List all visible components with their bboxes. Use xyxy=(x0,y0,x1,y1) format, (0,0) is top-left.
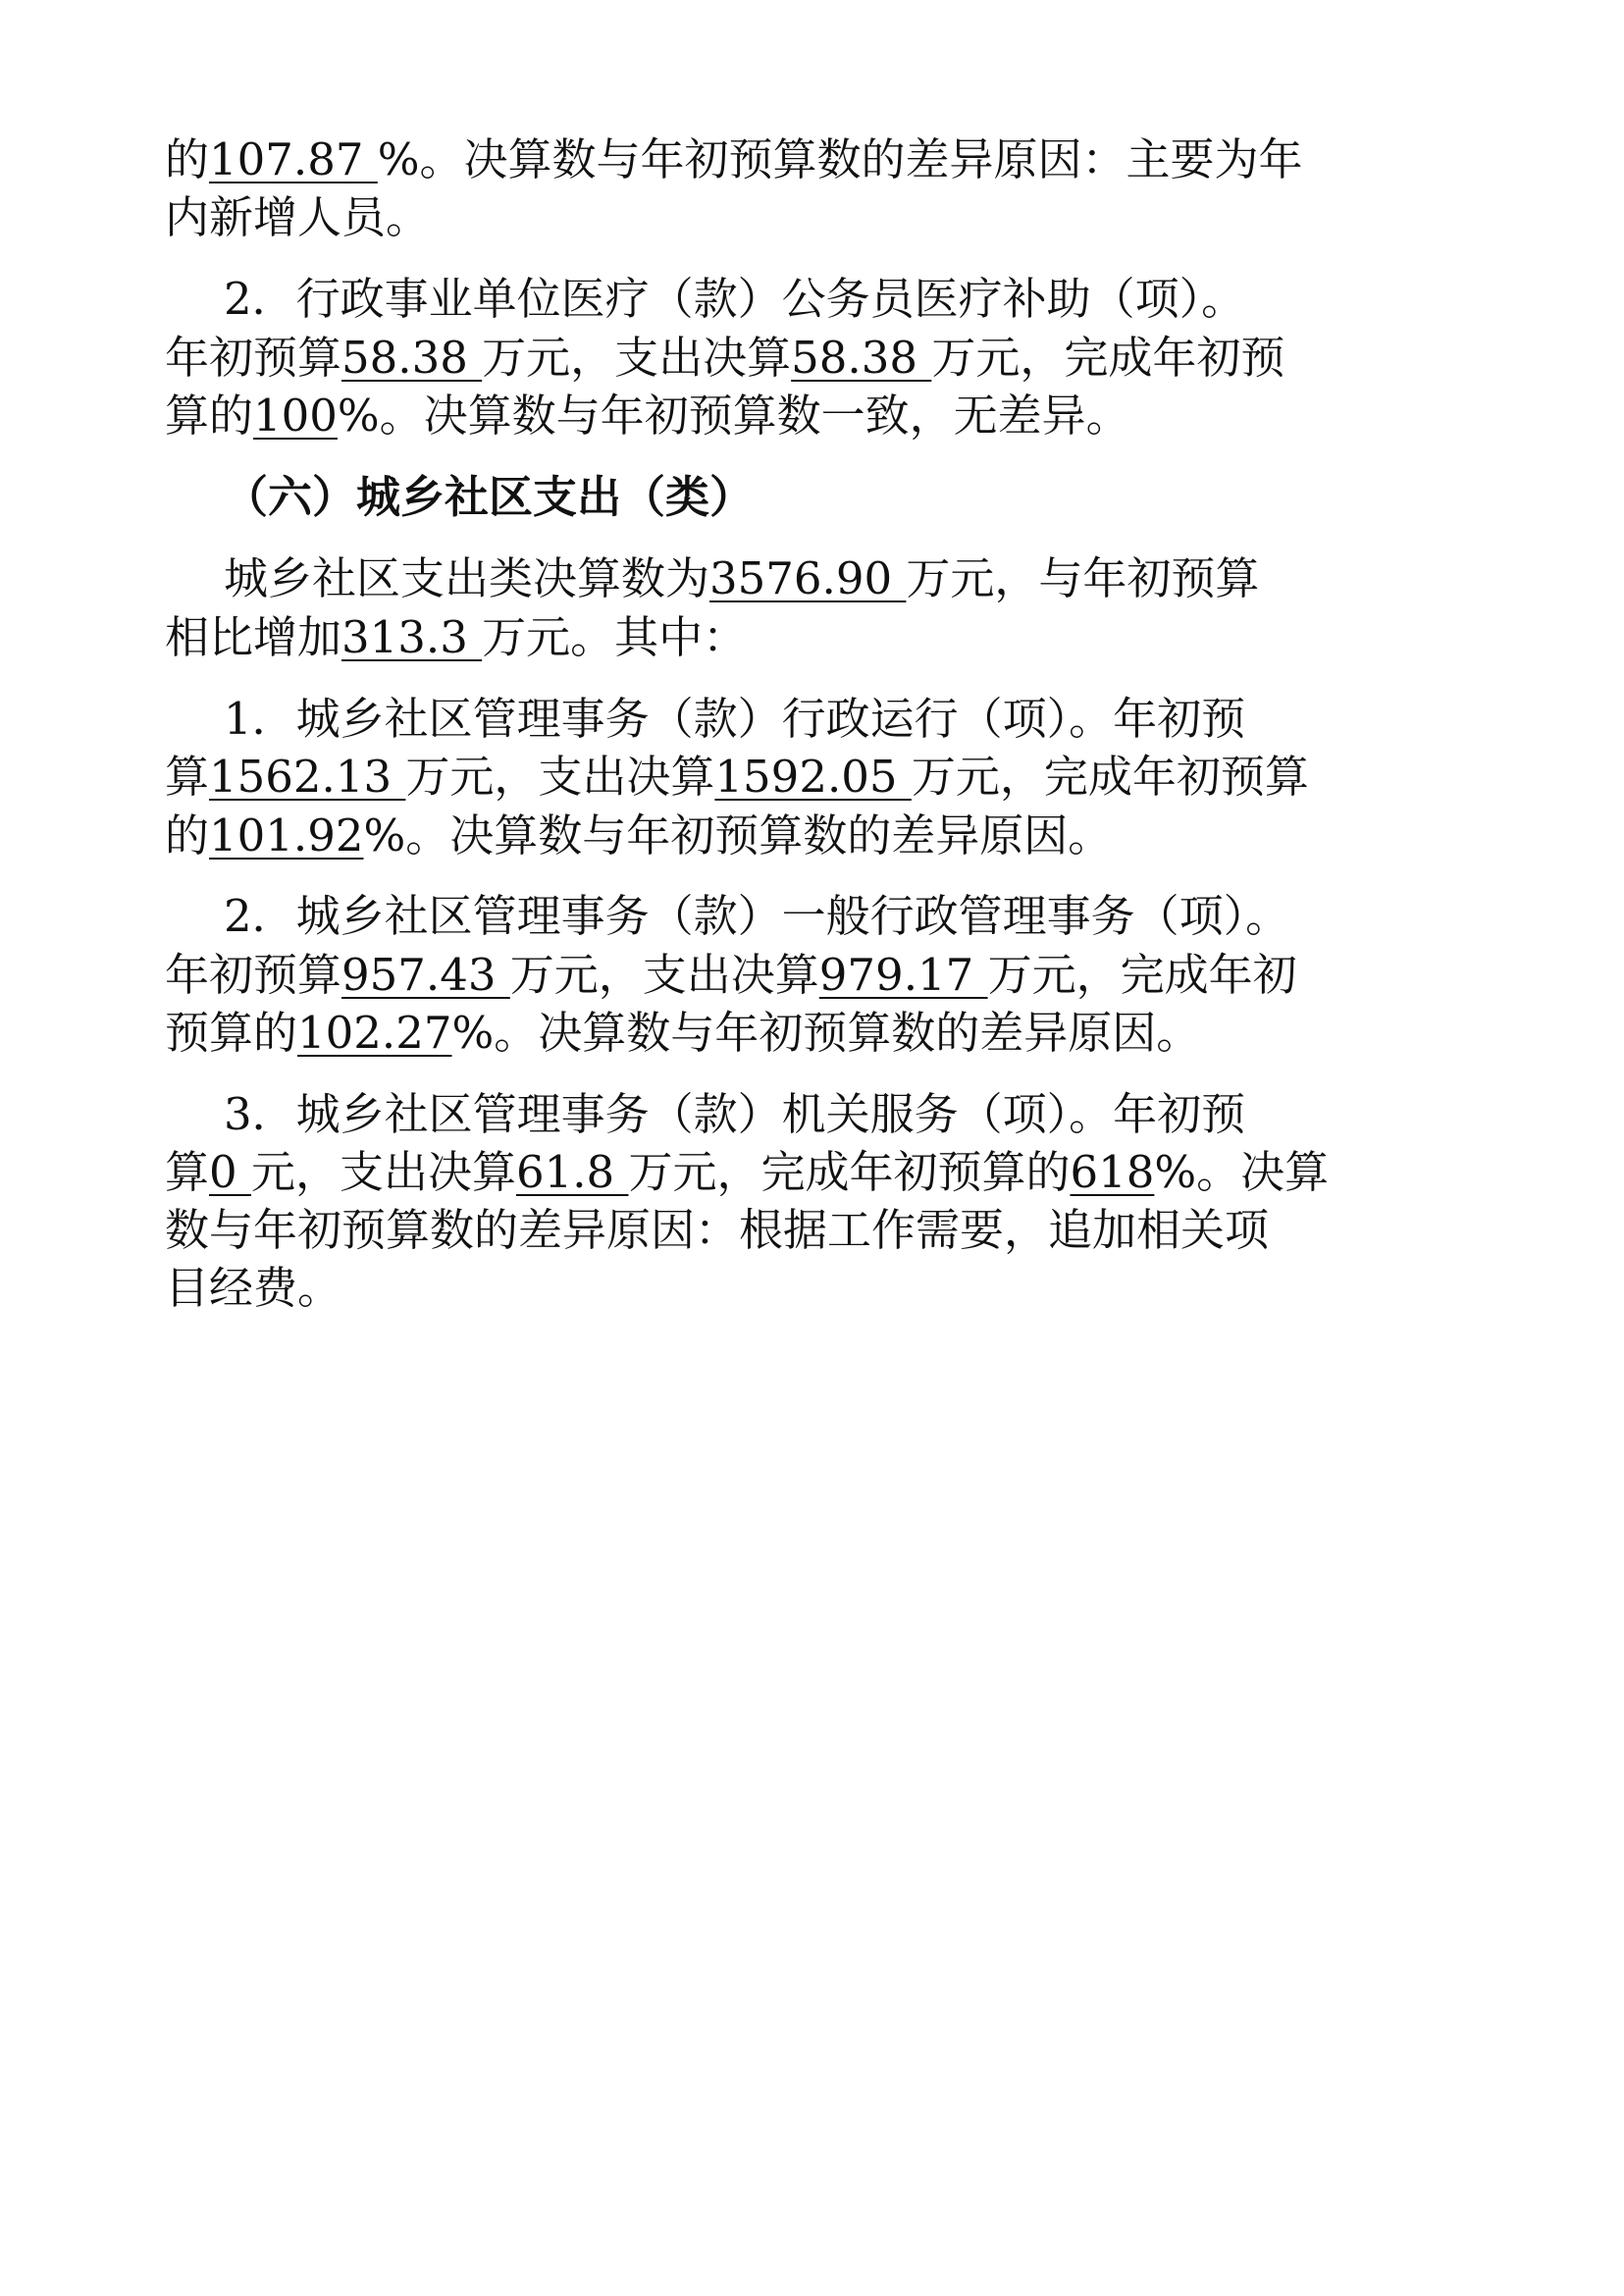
underlined-value: 618 xyxy=(1070,1146,1155,1198)
underlined-value: 0 xyxy=(209,1146,251,1198)
underlined-value: 102.27 xyxy=(297,1007,452,1059)
underlined-value: 58.38 xyxy=(341,332,483,384)
text-line: 年初预算957.43 万元，支出决算979.17 万元，完成年初 xyxy=(165,949,1297,1001)
underlined-value: 100 xyxy=(253,390,338,442)
text-line: 目经费。 xyxy=(165,1262,342,1314)
underlined-value: 101.92 xyxy=(209,809,364,861)
underlined-value: 1592.05 xyxy=(714,751,912,803)
text-line: 内新增人员。 xyxy=(165,191,431,243)
underlined-value: 61.8 xyxy=(515,1146,629,1198)
text-line: 相比增加313.3 万元。其中： xyxy=(165,611,748,663)
text-line: 1．城乡社区管理事务（款）行政运行（项）。年初预 xyxy=(224,693,1246,745)
text-line: 2．行政事业单位医疗（款）公务员医疗补助（项）。 xyxy=(224,273,1246,325)
section-heading: （六）城乡社区支出（类） xyxy=(224,471,755,523)
underlined-value: 313.3 xyxy=(341,611,483,663)
text-line: 2．城乡社区管理事务（款）一般行政管理事务（项）。 xyxy=(224,890,1290,942)
text-line: 3．城乡社区管理事务（款）机关服务（项）。年初预 xyxy=(224,1088,1246,1140)
text-line: 算的100%。决算数与年初预算数一致，无差异。 xyxy=(165,390,1130,442)
text-line: 数与年初预算数的差异原因：根据工作需要，追加相关项 xyxy=(165,1204,1270,1256)
underlined-value: 1562.13 xyxy=(209,751,406,803)
underlined-value: 979.17 xyxy=(818,949,988,1001)
underlined-value: 957.43 xyxy=(341,949,510,1001)
text-line: 的101.92%。决算数与年初预算数的差异原因。 xyxy=(165,809,1113,861)
text-line: 算1562.13 万元，支出决算1592.05 万元，完成年初预算 xyxy=(165,751,1309,803)
text-line: 算0 元，支出决算61.8 万元，完成年初预算的618%。决算 xyxy=(165,1146,1330,1198)
text-line: 的107.87 %。决算数与年初预算数的差异原因：主要为年 xyxy=(165,133,1303,185)
text-line: 年初预算58.38 万元，支出决算58.38 万元，完成年初预 xyxy=(165,332,1285,384)
text-line: 预算的102.27%。决算数与年初预算数的差异原因。 xyxy=(165,1007,1201,1059)
text-line: 城乡社区支出类决算数为3576.90 万元，与年初预算 xyxy=(224,552,1260,604)
underlined-value: 3576.90 xyxy=(709,552,907,604)
underlined-value: 58.38 xyxy=(791,332,932,384)
underlined-value: 107.87 xyxy=(209,133,378,185)
